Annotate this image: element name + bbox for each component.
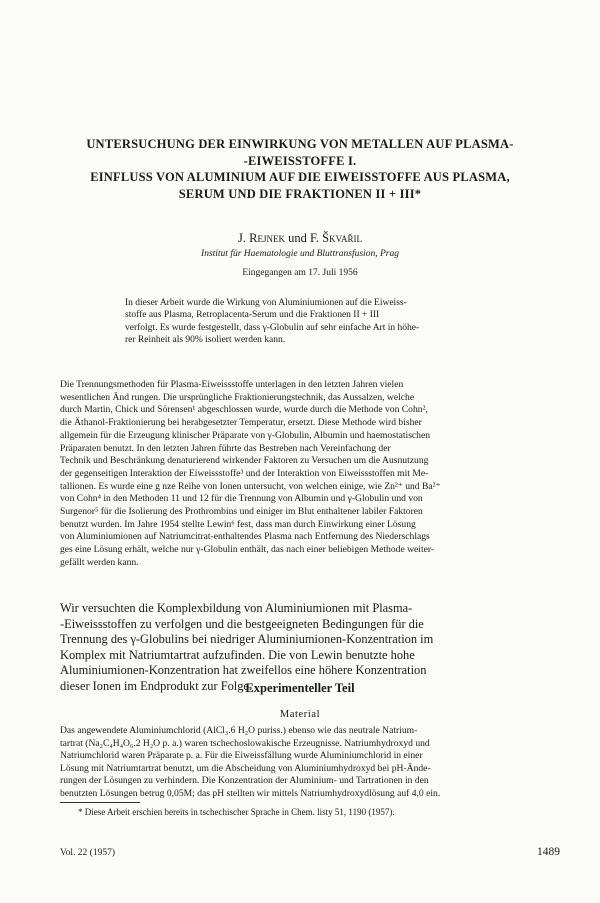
text-line: dieser Ionen im Endprodukt zur Folge. — [60, 678, 253, 693]
text-line: gefällt werden kann. — [60, 556, 139, 568]
text-line: benutzt wurden. Im Jahre 1954 stellte Lewin⁶ fest, dass man durch Einwirkung einer Lösung — [60, 518, 416, 530]
text-line: rungen der Lösungen zu verhindern. Die Konzentration der Aluminium- und Tartrationen in den — [60, 775, 429, 787]
article-title — [40, 136, 560, 202]
text-line: Wir versuchten die Komplexbildung von Aluminiumionen mit Plasma- — [60, 601, 413, 615]
text-line: von Aluminiumionen auf Natriumcitrat-enthaltendes Plasma nach Entfernung des Niederschlags — [60, 531, 430, 543]
text-line: ges eine Lösung erhält, welche nur γ-Globulin enthält, das nach einer beliebigen Methode weiter- — [60, 544, 435, 556]
text-line: Lösung mit Natriumtartrat benutzt, um die Abscheidung von Aluminiumhydroxyd bei pH-Ände- — [60, 762, 431, 774]
text-line: wesentlichen Änd rungen. Die ursprüngliche Fraktionierungstechnik, das Aussalzen, welche — [60, 391, 415, 403]
abstract — [125, 297, 471, 347]
received-date: Eingegangen am 17. Juli 1956 — [242, 268, 358, 278]
author-2: F. Škvařil — [309, 231, 362, 245]
abstract-line: rer Reinheit als 90% isoliert werden kann. — [125, 335, 286, 346]
abstract-line: In dieser Arbeit wurde die Wirkung von Aluminiumionen auf die Eiweiss- — [125, 298, 407, 308]
text-line: -Eiweissstoffen zu verfolgen und die bestgeeigneten Bedingungen für die — [60, 616, 424, 631]
footnote: * Diese Arbeit erschien bereits in tschechischer Sprache in Chem. listy 51, 1190 (1957). — [78, 807, 395, 817]
text-line: Natriumchlorid waren Präparate p. a. Für die Eiweissfällung wurde Aluminiumchlorid in einer — [60, 750, 423, 762]
authors — [0, 230, 600, 246]
text-line: durch Martin, Chick und Sörensen¹ abgeschlossen wurde, wurde durch die Methode von Cohn², — [60, 404, 428, 416]
text-line: allgemein für die Erzeugung klinischer Präparate von γ-Globulin, Albumin und haemostatischen — [60, 429, 431, 441]
text-line: Surgenor⁵ für die Isolierung des Prothrombins und einiger im Blut enthaltener labiler Faktoren — [60, 506, 423, 518]
text-line: tartrat (Na₂C₄H₄O₆.2 H₂O p. a.) waren tschechoslowakische Erzeugnisse. Natriumhydroxyd und — [60, 737, 430, 749]
abstract-line: verfolgt. Es wurde festgestellt, dass γ-Globulin auf sehr einfache Art in höhe- — [125, 322, 420, 333]
section-heading: Experimenteller Teil — [245, 681, 355, 695]
text-line: Präparaten benutzt. In den letzten Jahren führte das Bestreben nach Vereinfachung der — [60, 442, 391, 454]
text-line: Aluminiumionen-Konzentration hat zweifellos eine höhere Konzentration — [60, 663, 427, 678]
page-number: 1489 — [537, 846, 560, 858]
text-line: Trennung des γ-Globulins bei niedriger Aluminiumionen-Konzentration im — [60, 632, 434, 647]
volume-info: Vol. 22 (1957) — [60, 848, 115, 858]
title-line-3: EINFLUSS VON ALUMINIUM AUF DIE EIWEISSTOFFE AUS PLASMA, — [90, 170, 510, 184]
abstract-line: stoffe aus Plasma, Retroplacenta-Serum und die Fraktionen II + III — [125, 310, 380, 321]
text-line: Die Trennungsmethoden für Plasma-Eiweissstoffe unterlagen in den letzten Jahren vielen — [60, 379, 404, 390]
text-line: die Äthanol-Fraktionierung bei herabgesetzter Temperatur, ersetzt. Diese Methode wird bisher — [60, 417, 422, 429]
text-line: Komplex mit Natriumtartrat aufzufinden. Die von Lewin benutzte hohe — [60, 647, 415, 662]
subsection-heading: Material — [279, 709, 321, 720]
text-line: Technik und Beschränkung denaturierend wirkender Faktoren zu Versuchen um die Ausnutzung — [60, 455, 429, 467]
paragraph-introduction — [60, 379, 552, 570]
text-line: benutzten Lösungen betrug 0,05M; das pH stellten wir mittels Natriumhydroxydlösung auf 4,0 ein. — [60, 787, 441, 799]
author-conjunction: und — [284, 231, 310, 245]
footnote-divider — [60, 802, 140, 803]
text-line: tallionen. Es wurde eine g nze Reihe von Ionen untersucht, von welchen einige, wie Zn²⁺ und Ba²⁺ — [60, 480, 441, 492]
institute: Institut für Haematologie und Bluttransfusion, Prag — [201, 249, 399, 259]
title-line-2: -EIWEISSTOFFE I. — [243, 153, 357, 168]
paragraph-material — [60, 725, 560, 801]
author-1: J. Rejnek — [238, 231, 285, 245]
title-line-1: UNTERSUCHUNG DER EINWIRKUNG VON METALLEN AUF PLASMA- — [86, 137, 514, 151]
text-line: der gegenseitigen Interaktion der Eiweissstoffe³ und der Interaktion von Eiweissstoffen mit Me- — [60, 467, 429, 479]
text-line: Das angewendete Aluminiumchlorid (AlCl₃.6 H₂O puriss.) ebenso wie das neutrale Natrium- — [60, 725, 418, 736]
text-line: von Cohn⁴ in den Methoden 11 und 12 für die Trennung von Albumin und γ-Globulin und von — [60, 493, 423, 505]
title-line-4: SERUM UND DIE FRAKTIONEN II + III* — [178, 186, 422, 201]
